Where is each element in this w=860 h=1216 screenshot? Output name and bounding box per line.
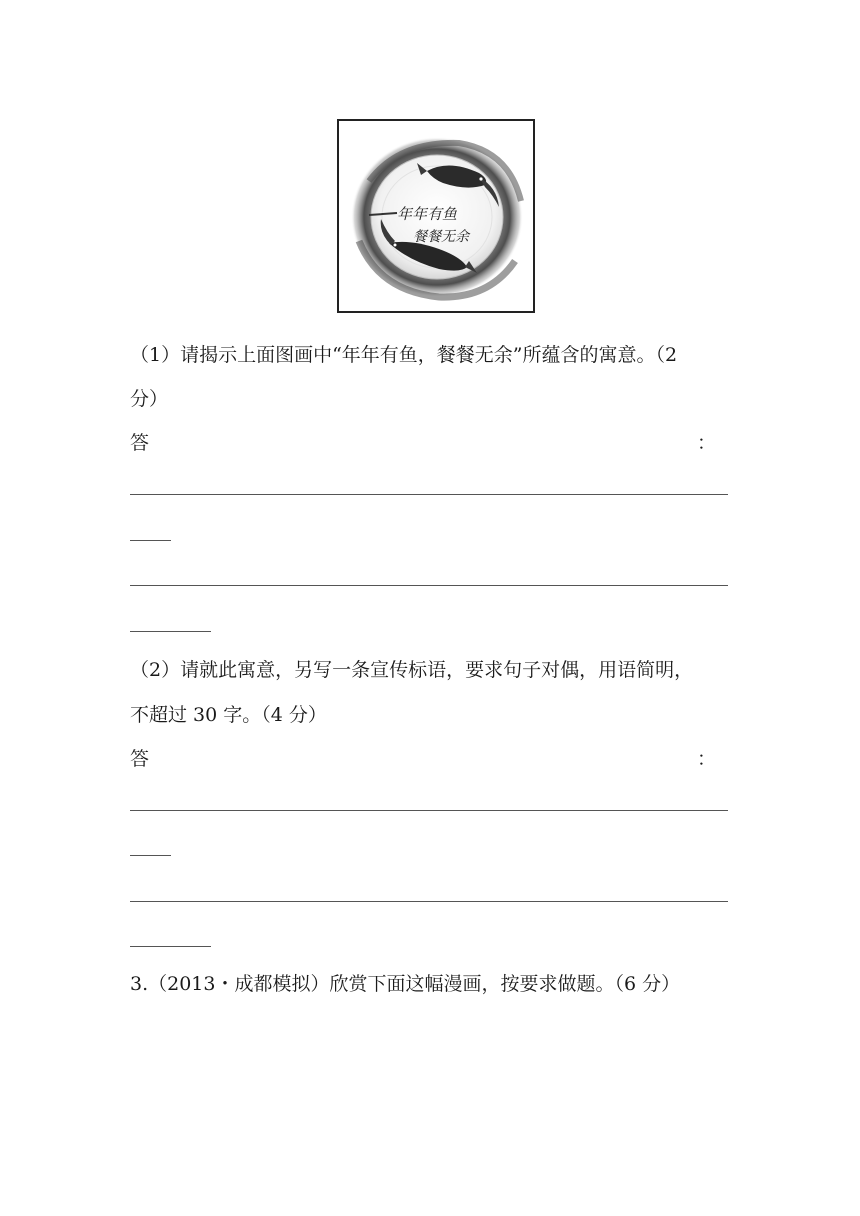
calligraphy-line1: 年年有鱼 xyxy=(397,205,458,223)
q1-answer-line-2[interactable] xyxy=(130,585,728,586)
fish-plate-illustration xyxy=(337,119,535,313)
q2-answer-line-2[interactable] xyxy=(130,901,728,902)
q1-answer-label: 答 xyxy=(130,432,150,454)
q2-answer-label-row xyxy=(130,747,728,771)
q1-answer-label-row xyxy=(130,431,728,455)
q2-answer-label: 答 xyxy=(130,748,150,770)
q2-answer-line-1-tail[interactable] xyxy=(130,855,171,856)
q2-answer-line-2-tail[interactable] xyxy=(130,946,211,947)
q1-answer-line-1[interactable] xyxy=(130,494,728,495)
calligraphy-line2: 餐餐无余 xyxy=(413,229,469,245)
q1-prompt-line2: 分） xyxy=(130,388,169,410)
q1-answer-colon: ： xyxy=(696,432,716,454)
q2-answer-colon: ： xyxy=(696,748,716,770)
q2-prompt-line2: 不超过 30 字。（4 分） xyxy=(130,704,327,726)
q1-answer-line-1-tail[interactable] xyxy=(130,540,171,541)
q2-answer-line-1[interactable] xyxy=(130,810,728,811)
q3-prompt: 3.（2013・成都模拟）欣赏下面这幅漫画，按要求做题。（6 分） xyxy=(130,973,681,995)
q1-prompt-line1: （1）请揭示上面图画中“年年有鱼，餐餐无余”所蕴含的寓意。（2 xyxy=(130,344,678,366)
q2-prompt-line1: （2）请就此寓意，另写一条宣传标语，要求句子对偶，用语简明， xyxy=(130,659,694,681)
q1-answer-line-2-tail[interactable] xyxy=(130,631,211,632)
